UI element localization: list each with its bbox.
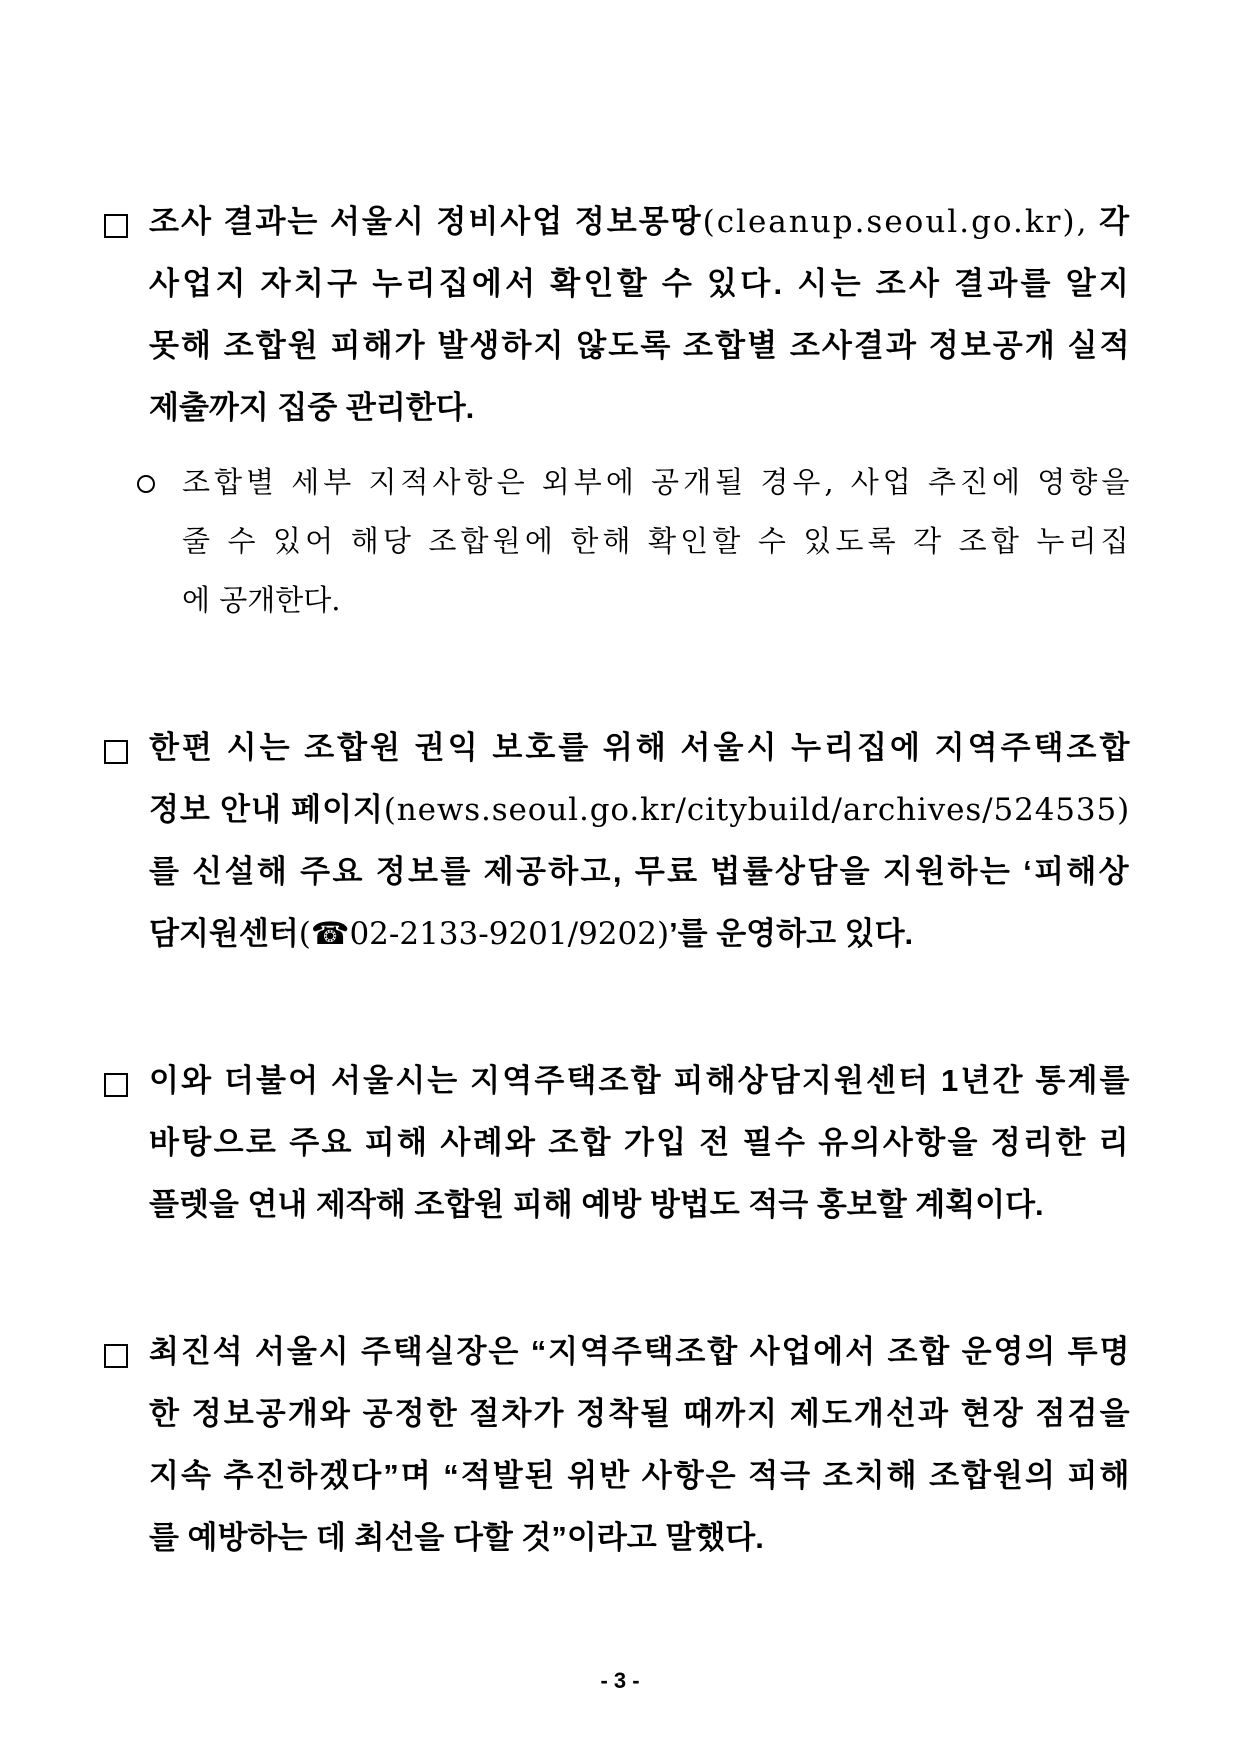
text-run: 조사 결과는 서울시 정비사업 정보몽땅 [149, 204, 703, 239]
text-run: 이와 더불어 서울시는 지역주택조합 피해상담지원센터 1년간 통계를 [149, 1063, 1132, 1098]
text-run: 를 예방하는 데 최선을 다할 것”이라고 말했다. [149, 1520, 764, 1555]
text-line [182, 578, 341, 622]
text-line [149, 1183, 1044, 1227]
text-run: 정보 안내 페이지 [149, 792, 384, 827]
text-line [149, 726, 1133, 770]
text-line [149, 324, 1132, 368]
text-line [149, 1330, 1131, 1374]
text-run: 바탕으로 주요 피해 사례와 조합 가입 전 필수 유의사항을 정리한 리 [149, 1125, 1131, 1160]
text-run: 플렛을 연내 제작해 조합원 피해 예방 방법도 적극 홍보할 계획이다. [149, 1187, 1044, 1222]
text-run: 조합별 세부 지적사항은 외부에 공개될 경우, 사업 추진에 영향을 [182, 465, 1134, 499]
text-line [182, 460, 1133, 504]
text-line [149, 912, 913, 956]
text-line [149, 262, 1132, 306]
text-line [149, 788, 1130, 832]
text-run: (cleanup.seoul.go.kr), [702, 204, 1089, 240]
text-run: 줄 수 있어 해당 조합원에 한해 확인할 수 있도록 각 조합 누리집 [182, 524, 1133, 558]
square-bullet-icon [104, 214, 128, 238]
text-run: 지속 추진하겠다”며 “적발된 위반 사항은 적극 조치해 조합원의 피해 [149, 1458, 1132, 1493]
circle-bullet-icon [137, 475, 155, 493]
text-run: 에 공개한다. [182, 583, 341, 617]
text-run: (news.seoul.go.kr/citybuild/archives/524535) [383, 792, 1131, 828]
page-number: - 3 - [600, 1668, 640, 1693]
text-run: ’를 운영하고 있다. [669, 916, 914, 951]
text-run: 를 신설해 주요 정보를 제공하고, 무료 법률상담을 지원하는 ‘피해상 [149, 854, 1131, 889]
text-line [149, 386, 474, 430]
text-run: 사업지 자치구 누리집에서 확인할 수 있다. 시는 조사 결과를 알지 [149, 266, 1133, 301]
text-run: (☎02-2133-9201/9202) [298, 916, 670, 952]
text-line [149, 850, 1131, 894]
text-line [149, 1059, 1132, 1103]
square-bullet-icon [104, 1344, 128, 1368]
text-line [149, 1121, 1131, 1165]
text-line [149, 1392, 1132, 1436]
text-line [149, 200, 1131, 244]
text-line [149, 1454, 1131, 1498]
text-run: 한 정보공개와 공정한 절차가 정착될 때까지 제도개선과 현장 점검을 [149, 1396, 1132, 1431]
square-bullet-icon [104, 740, 128, 764]
text-run: 한편 시는 조합원 권익 보호를 위해 서울시 누리집에 지역주택조합 [149, 730, 1133, 765]
text-run: 담지원센터 [149, 916, 299, 951]
text-run: 못해 조합원 피해가 발생하지 않도록 조합별 조사결과 정보공개 실적 [149, 328, 1132, 363]
text-run: 최진석 서울시 주택실장은 “지역주택조합 사업에서 조합 운영의 투명 [149, 1334, 1132, 1369]
text-run: 각 [1088, 204, 1132, 239]
text-line [182, 519, 1133, 563]
text-line [149, 1516, 764, 1560]
text-run: 제출까지 집중 관리한다. [149, 390, 475, 425]
square-bullet-icon [104, 1073, 128, 1097]
